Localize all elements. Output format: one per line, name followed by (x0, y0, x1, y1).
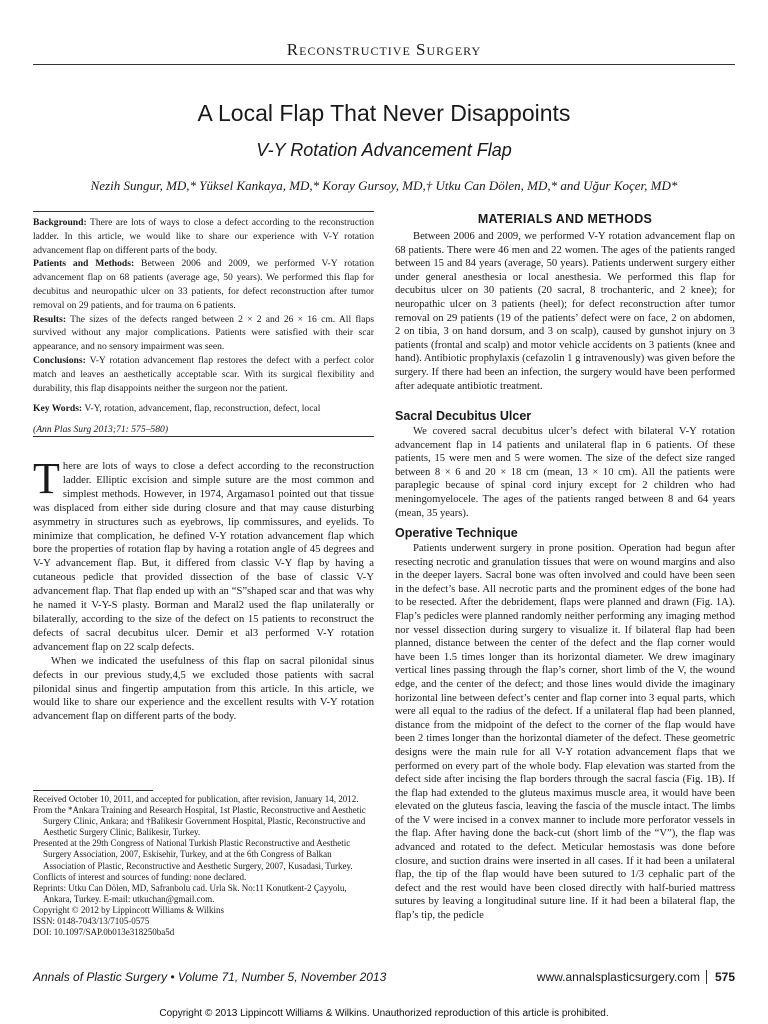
sacral-ulcer-text (395, 425, 735, 520)
keywords: Key Words: V-Y, rotation, advancement, flap, reconstruction, defect, local (33, 403, 321, 415)
abstract-bottom-rule (33, 436, 374, 437)
abstract-background: Background: There are lots of ways to close a defect according to the reconstruction ladder. In this article, we would like to share our experience with V-Y rotation advancement flap on different parts of the body. (33, 217, 374, 256)
author-list: Nezih Sungur, MD,* Yüksel Kankaya, MD,* Koray Gursoy, MD,† Utku Can Dölen, MD,* and Uğur Koçer, MD* (90, 178, 678, 193)
operative-paragraph: Patients underwent surgery in prone position. Operation had begun after resecting necrotic and granulation tissues that were on wound margins and also in the deeper layers. Sacral bone was often involved and could have been seen in the defect’s base. All necrotic parts and the prominent edges of the bone had to be resected. After the debridement, flaps were planned and drawn (Fig. 1A). Flap’s pedicles were planned randomly neither performing any imaging method nor vessel dissection during surgery to visualize it. If bilateral flap had been planned, distance between the center of the defect and the flap corner would have been 1.5 times longer than its horizontal diameter. We drew imaginary vertical lines passing through the flap’s corner, short limb of the V, the wound edge, and the center of the defect; and those lines would divide the imaginary horizontal line between defect’s center and flap corner into 3 equal parts, which were all equal to the radius of the defect. If a unilateral flap had been planned, distance from the midpoint of the defect to the corner of the flap would have been 2 times longer than the horizontal diameter of the defect. These geometric designs were the main rule for all V-Y rotation advancement flaps that we performed on every part of the whole body. Flap elevation was started from the defect side after incising the flap borders through the sacral fascia (Fig. 1B). If the flap had extended to the gluteus maximus muscle area, it would have been elevated on the gluteus fascia, leaving the fascia of the muscle intact. The limbs of the V were incised in a convex manner to include more perforator vessels in the flap. After having done the back-cut (short limb of the “V”), the flap was advanced and rotated to the defect. Meticular hemostasis was done before closure, and suction drains were inserted in all cases. If it had been a unilateral flap, the tip of the flap would have been sutured to 1/3 cephalic part of the defect and the rest would have been closed directly with half-buried mattress sutures by leaving a longitudinal suture line. If it had been a bilateral flap, the flap’s tip, the pedicle (395, 543, 735, 922)
footnote: DOI: 10.1097/SAP.0b013e318250ba5d (33, 927, 175, 938)
article-title: A Local Flap That Never Disappoints (197, 100, 571, 126)
footnote: From the *Ankara Training and Research Hospital, 1st Plastic, Reconstructive and Aesthetic Surgery Clinic, Ankara; and †Balikesir Government Hospital, Plastic, Reconstructive and Aesthetic Surgery Clinic, Balikesir, Turkey. (33, 805, 366, 838)
page-number: 575 (706, 970, 735, 984)
drop-cap: T (33, 454, 60, 503)
header-rule (33, 64, 735, 65)
introduction (33, 454, 374, 724)
article-subtitle: V-Y Rotation Advancement Flap (256, 140, 512, 160)
abstract-top-rule (33, 211, 374, 212)
abstract-conclusions: Conclusions: V-Y rotation advancement flap restores the defect with a perfect color match and leaves an aesthetically acceptable scar. With its surgical flexibility and durability, this flap disappoints neither the surgeon nor the patient. (33, 354, 374, 394)
copyright-notice: Copyright © 2013 Lippincott Williams & Wilkins. Unauthorized reproduction of this article is prohibited. (159, 1008, 609, 1019)
materials-methods-text (395, 230, 735, 393)
operative-technique-text (395, 542, 735, 923)
footer-right (537, 970, 735, 984)
intro-paragraph-2: When we indicated the usefulness of this flap on sacral pilonidal sinus defects in our previous study,4,5 we excluded those patients with sacral pilonidal sinus and fingertip amputation from this article. In this article, we would like to share our experience and the excellent results with V-Y rotation advancement flap on different parts of the body. (33, 655, 374, 723)
sacral-paragraph: We covered sacral decubitus ulcer’s defect with bilateral V-Y rotation advancement flap in 14 patients and unilateral flap in 6 patients. Of these patients, 15 were men and 5 were women. The size of the defect size ranged between 8 × 6 and 20 × 18 cm (mean, 13 × 10 cm). All the patients were paraplegic because of spinal cord injury except for 2 children who had meningomyelocele. The ages of the patients ranged between 8 and 64 years (mean, 35 years). (395, 426, 735, 519)
journal-info: Annals of Plastic Surgery • Volume 71, Number 5, November 2013 (33, 970, 387, 984)
materials-methods-heading: MATERIALS AND METHODS (477, 212, 653, 226)
citation: (Ann Plas Surg 2013;71: 575–580) (33, 424, 169, 436)
footnote: Presented at the 29th Congress of National Turkish Plastic Reconstructive and Aesthetic Surgery Association, 2007, Eskisehir, Turkey, and at the 6th Congress of Balkan Association of Plastic, Reconstructive and Aesthetic Surgery, 2007, Kusadasi, Turkey. (33, 838, 353, 871)
footnote: Copyright © 2012 by Lippincott Williams & Wilkins (33, 904, 225, 915)
sacral-ulcer-heading: Sacral Decubitus Ulcer (395, 409, 532, 423)
footnote-rule (33, 790, 153, 791)
materials-paragraph: Between 2006 and 2009, we performed V-Y rotation advancement flap on 68 patients. There were 46 men and 22 women. The ages of the patients ranged between 15 and 84 years (average, 50 years). Patients underwent surgery either under general anesthesia or local anesthesia. We performed this flap for decubitus ulcer on 30 patients (20 sacral, 8 trochanteric, and 2 knee); for neuropathic ulcer on 3 patients (heel); for defect reconstruction after tumor removal on 29 patients (19 of the patients’ defect were on face, 2 on abdomen, 2 on tibia, 3 on hand dorsum, and 3 on scalp), caused by gunshot injury on 3 patients (frontal and scalp) and motor vehicle accidents on 3 patients (knee and hand). Antibiotic prophylaxis (cefazolin 1 g intravenously) was given before the surgery. If there had been an infection, the surgery would have been performed after adequate antibiotic treatment. (395, 231, 735, 392)
footnote: Reprints: Utku Can Dölen, MD, Safranbolu cad. Urla Sk. No:11 Konutkent-2 Çayyolu, Ankara, Turkey. E-mail: utkuchan@gmail.com. (33, 882, 347, 904)
footnote: ISSN: 0148-7043/13/7105-0575 (33, 916, 150, 927)
abstract-methods: Patients and Methods: Between 2006 and 2009, we performed V-Y rotation advancement flap on 68 patients (average age, 50 years). We performed this flap for decubitus and neuropathic ulcer on 33 patients, for defect reconstruction after tumor removal on 29 patients, and for trauma on 6 patients. (33, 258, 374, 311)
journal-url[interactable]: www.annalsplasticsurgery.com (536, 970, 700, 984)
journal-section-header: Reconstructive Surgery (286, 40, 482, 59)
operative-technique-heading: Operative Technique (395, 526, 518, 540)
footnotes (33, 794, 374, 938)
abstract-results: Results: The sizes of the defects ranged between 2 × 2 and 26 × 16 cm. All flaps survived without any major complications. Patients were satisfied with their scar appearance, and no sensory impairment was seen. (33, 313, 374, 353)
abstract (33, 216, 374, 437)
footnote: Conflicts of interest and sources of funding: none declared. (33, 871, 247, 882)
footnote: Received October 10, 2011, and accepted for publication, after revision, January 14, 2012. (33, 794, 359, 804)
intro-paragraph-1: There are lots of ways to close a defect according to the reconstruction ladder. Elliptic excision and simple suture are the most common and simplest methods. However, in 1974, Argamaso1 pointed out that tissue was displaced from either side during closure and that may cause disturbing asymmetry in structures such as eyebrows, lip commissures, and eyelids. To minimize that complication, he defined V-Y rotation advancement flap which bore the properties of rotation flap by having a rotation angle of 45 degrees and V-Y advancement flap. But, it differed from classic V-Y flap by having a cutaneous pedicle that provided dissection of the base of classic V-Y advancement flap. That flap ended up with an “S”shaped scar and that was why he named it V-Y-S plasty. Borman and Maral2 used the flap unilaterally or bilaterally, according to the size of the defect on 15 patients to reconstruct the defects of sacral decubitus ulcer. Demir et al3 performed V-Y rotation advancement flap on 22 scalp defects. (33, 454, 374, 653)
